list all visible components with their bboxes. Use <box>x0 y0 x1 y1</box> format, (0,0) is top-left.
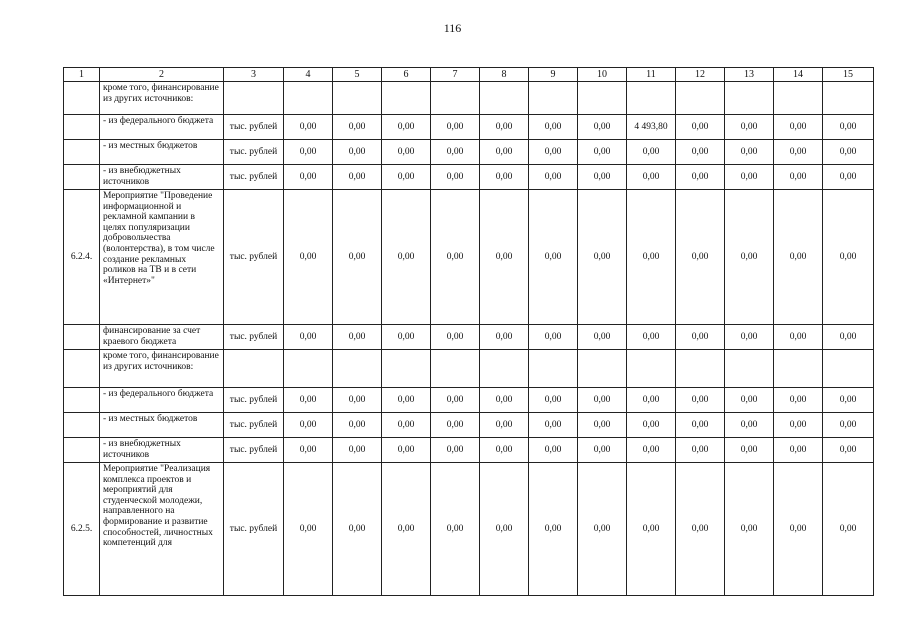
value-cell <box>627 350 676 388</box>
header-cell: 7 <box>431 68 480 82</box>
value-cell: 0,00 <box>725 190 774 325</box>
value-cell: 0,00 <box>676 165 725 190</box>
value-cell <box>382 82 431 115</box>
row-description: кроме того, финансирование из других источников: <box>100 82 224 115</box>
value-cell: 0,00 <box>529 413 578 438</box>
value-cell <box>382 350 431 388</box>
row-code <box>64 325 100 350</box>
table-row <box>64 82 874 115</box>
value-cell: 0,00 <box>676 140 725 165</box>
value-cell: 0,00 <box>480 165 529 190</box>
value-cell <box>431 82 480 115</box>
value-cell: 0,00 <box>725 463 774 596</box>
value-cell: 0,00 <box>431 165 480 190</box>
value-cell: 0,00 <box>578 463 627 596</box>
row-unit: тыс. рублей <box>224 463 284 596</box>
value-cell <box>333 350 382 388</box>
value-cell <box>774 350 823 388</box>
value-cell: 0,00 <box>382 413 431 438</box>
row-code <box>64 140 100 165</box>
row-unit: тыс. рублей <box>224 325 284 350</box>
table-row <box>64 413 874 438</box>
value-cell: 0,00 <box>676 115 725 140</box>
row-description: Мероприятие "Реализация комплекса проектов и мероприятий для студенческой молодежи, направленного на формирование и развитие способностей, личностных компетенций для <box>100 463 224 596</box>
header-cell: 1 <box>64 68 100 82</box>
value-cell: 0,00 <box>431 413 480 438</box>
value-cell <box>823 82 874 115</box>
value-cell: 0,00 <box>284 115 333 140</box>
row-description: - из местных бюджетов <box>100 140 224 165</box>
row-description: Мероприятие "Проведение информационной и рекламной кампании в целях популяризации добровольчества (волонтерства), в том числе создание рекламных роликов на ТВ и в сети «Интернет»" <box>100 190 224 325</box>
value-cell: 0,00 <box>480 140 529 165</box>
row-description: - из внебюджетных источников <box>100 165 224 190</box>
row-unit: тыс. рублей <box>224 165 284 190</box>
value-cell <box>823 350 874 388</box>
row-unit: тыс. рублей <box>224 388 284 413</box>
value-cell: 0,00 <box>431 388 480 413</box>
value-cell: 0,00 <box>725 438 774 463</box>
value-cell: 0,00 <box>725 325 774 350</box>
value-cell: 0,00 <box>676 388 725 413</box>
header-cell: 10 <box>578 68 627 82</box>
value-cell: 0,00 <box>774 413 823 438</box>
value-cell: 0,00 <box>480 463 529 596</box>
row-unit: тыс. рублей <box>224 190 284 325</box>
row-description: кроме того, финансирование из других источников: <box>100 350 224 388</box>
value-cell: 0,00 <box>823 115 874 140</box>
value-cell: 0,00 <box>627 325 676 350</box>
value-cell: 0,00 <box>333 413 382 438</box>
value-cell: 0,00 <box>578 413 627 438</box>
value-cell: 0,00 <box>774 388 823 413</box>
value-cell: 0,00 <box>774 325 823 350</box>
value-cell: 0,00 <box>333 115 382 140</box>
value-cell: 0,00 <box>529 438 578 463</box>
value-cell: 0,00 <box>578 438 627 463</box>
value-cell: 0,00 <box>627 190 676 325</box>
value-cell <box>627 82 676 115</box>
value-cell: 0,00 <box>382 165 431 190</box>
value-cell <box>676 350 725 388</box>
header-cell: 4 <box>284 68 333 82</box>
header-cell: 8 <box>480 68 529 82</box>
table-row <box>64 140 874 165</box>
value-cell: 0,00 <box>480 413 529 438</box>
header-cell: 2 <box>100 68 224 82</box>
row-code: 6.2.4. <box>64 190 100 325</box>
value-cell: 0,00 <box>627 388 676 413</box>
table-row <box>64 325 874 350</box>
value-cell: 0,00 <box>480 325 529 350</box>
value-cell: 0,00 <box>284 388 333 413</box>
table-row <box>64 463 874 596</box>
value-cell: 0,00 <box>431 325 480 350</box>
row-code <box>64 413 100 438</box>
value-cell: 0,00 <box>333 463 382 596</box>
value-cell <box>578 350 627 388</box>
row-code <box>64 438 100 463</box>
value-cell <box>333 82 382 115</box>
value-cell: 0,00 <box>725 388 774 413</box>
value-cell: 0,00 <box>627 140 676 165</box>
value-cell: 0,00 <box>725 140 774 165</box>
value-cell: 0,00 <box>284 190 333 325</box>
value-cell: 0,00 <box>382 140 431 165</box>
value-cell <box>578 82 627 115</box>
row-unit <box>224 350 284 388</box>
value-cell: 0,00 <box>725 115 774 140</box>
value-cell: 0,00 <box>382 388 431 413</box>
value-cell: 0,00 <box>480 438 529 463</box>
table-row <box>64 350 874 388</box>
value-cell: 0,00 <box>284 438 333 463</box>
value-cell: 0,00 <box>676 463 725 596</box>
row-code <box>64 350 100 388</box>
row-description: - из федерального бюджета <box>100 388 224 413</box>
value-cell: 0,00 <box>627 413 676 438</box>
row-unit: тыс. рублей <box>224 438 284 463</box>
value-cell <box>529 350 578 388</box>
value-cell: 0,00 <box>578 325 627 350</box>
value-cell: 0,00 <box>333 325 382 350</box>
value-cell: 0,00 <box>774 165 823 190</box>
value-cell: 0,00 <box>725 413 774 438</box>
value-cell <box>480 350 529 388</box>
value-cell: 0,00 <box>774 438 823 463</box>
value-cell: 0,00 <box>823 388 874 413</box>
value-cell: 0,00 <box>431 438 480 463</box>
header-row <box>64 68 874 82</box>
table-row <box>64 165 874 190</box>
value-cell: 0,00 <box>774 190 823 325</box>
value-cell: 0,00 <box>823 463 874 596</box>
value-cell: 0,00 <box>774 115 823 140</box>
value-cell: 0,00 <box>284 140 333 165</box>
value-cell: 0,00 <box>480 115 529 140</box>
row-description: - из федерального бюджета <box>100 115 224 140</box>
value-cell: 0,00 <box>578 190 627 325</box>
value-cell: 0,00 <box>676 325 725 350</box>
value-cell: 0,00 <box>627 165 676 190</box>
row-unit <box>224 82 284 115</box>
budget-table <box>63 67 874 596</box>
value-cell <box>480 82 529 115</box>
value-cell: 0,00 <box>284 463 333 596</box>
value-cell: 0,00 <box>284 325 333 350</box>
value-cell: 0,00 <box>431 115 480 140</box>
value-cell: 0,00 <box>774 463 823 596</box>
value-cell: 0,00 <box>382 463 431 596</box>
row-description: финансирование за счет краевого бюджета <box>100 325 224 350</box>
value-cell <box>529 82 578 115</box>
value-cell: 0,00 <box>676 413 725 438</box>
value-cell: 0,00 <box>284 413 333 438</box>
value-cell: 0,00 <box>480 388 529 413</box>
header-cell: 13 <box>725 68 774 82</box>
value-cell <box>774 82 823 115</box>
value-cell: 0,00 <box>774 140 823 165</box>
value-cell: 0,00 <box>823 165 874 190</box>
value-cell: 0,00 <box>823 438 874 463</box>
value-cell: 0,00 <box>823 140 874 165</box>
value-cell <box>725 82 774 115</box>
value-cell: 0,00 <box>529 190 578 325</box>
table-row <box>64 115 874 140</box>
value-cell: 0,00 <box>676 438 725 463</box>
page-number: 116 <box>443 21 462 35</box>
value-cell: 0,00 <box>333 190 382 325</box>
value-cell <box>284 82 333 115</box>
value-cell: 0,00 <box>382 190 431 325</box>
header-cell: 15 <box>823 68 874 82</box>
value-cell: 0,00 <box>725 165 774 190</box>
value-cell: 0,00 <box>382 438 431 463</box>
value-cell: 0,00 <box>529 165 578 190</box>
value-cell: 0,00 <box>578 388 627 413</box>
value-cell <box>431 350 480 388</box>
value-cell: 0,00 <box>578 165 627 190</box>
value-cell <box>676 82 725 115</box>
row-description: - из местных бюджетов <box>100 413 224 438</box>
row-description: - из внебюджетных источников <box>100 438 224 463</box>
row-code <box>64 115 100 140</box>
value-cell: 0,00 <box>333 165 382 190</box>
row-unit: тыс. рублей <box>224 140 284 165</box>
value-cell <box>725 350 774 388</box>
table-body <box>64 68 874 596</box>
value-cell: 0,00 <box>529 325 578 350</box>
row-unit: тыс. рублей <box>224 115 284 140</box>
row-code <box>64 388 100 413</box>
value-cell: 0,00 <box>823 190 874 325</box>
table-row <box>64 438 874 463</box>
table-row <box>64 190 874 325</box>
value-cell: 0,00 <box>480 190 529 325</box>
value-cell: 0,00 <box>284 165 333 190</box>
value-cell: 0,00 <box>529 388 578 413</box>
value-cell: 0,00 <box>529 463 578 596</box>
value-cell: 0,00 <box>333 388 382 413</box>
value-cell: 0,00 <box>627 463 676 596</box>
value-cell: 0,00 <box>529 140 578 165</box>
row-unit: тыс. рублей <box>224 413 284 438</box>
value-cell: 0,00 <box>431 463 480 596</box>
value-cell: 0,00 <box>333 140 382 165</box>
table-row <box>64 388 874 413</box>
header-cell: 5 <box>333 68 382 82</box>
header-cell: 12 <box>676 68 725 82</box>
header-cell: 6 <box>382 68 431 82</box>
value-cell: 0,00 <box>578 140 627 165</box>
value-cell: 0,00 <box>627 438 676 463</box>
value-cell: 0,00 <box>823 325 874 350</box>
value-cell: 0,00 <box>823 413 874 438</box>
header-cell: 14 <box>774 68 823 82</box>
value-cell: 0,00 <box>333 438 382 463</box>
value-cell: 0,00 <box>382 325 431 350</box>
row-code <box>64 82 100 115</box>
value-cell: 0,00 <box>529 115 578 140</box>
value-cell: 0,00 <box>431 140 480 165</box>
header-cell: 9 <box>529 68 578 82</box>
header-cell: 3 <box>224 68 284 82</box>
row-code: 6.2.5. <box>64 463 100 596</box>
value-cell: 4 493,80 <box>627 115 676 140</box>
value-cell: 0,00 <box>431 190 480 325</box>
value-cell: 0,00 <box>676 190 725 325</box>
value-cell: 0,00 <box>382 115 431 140</box>
value-cell <box>284 350 333 388</box>
value-cell: 0,00 <box>578 115 627 140</box>
row-code <box>64 165 100 190</box>
header-cell: 11 <box>627 68 676 82</box>
